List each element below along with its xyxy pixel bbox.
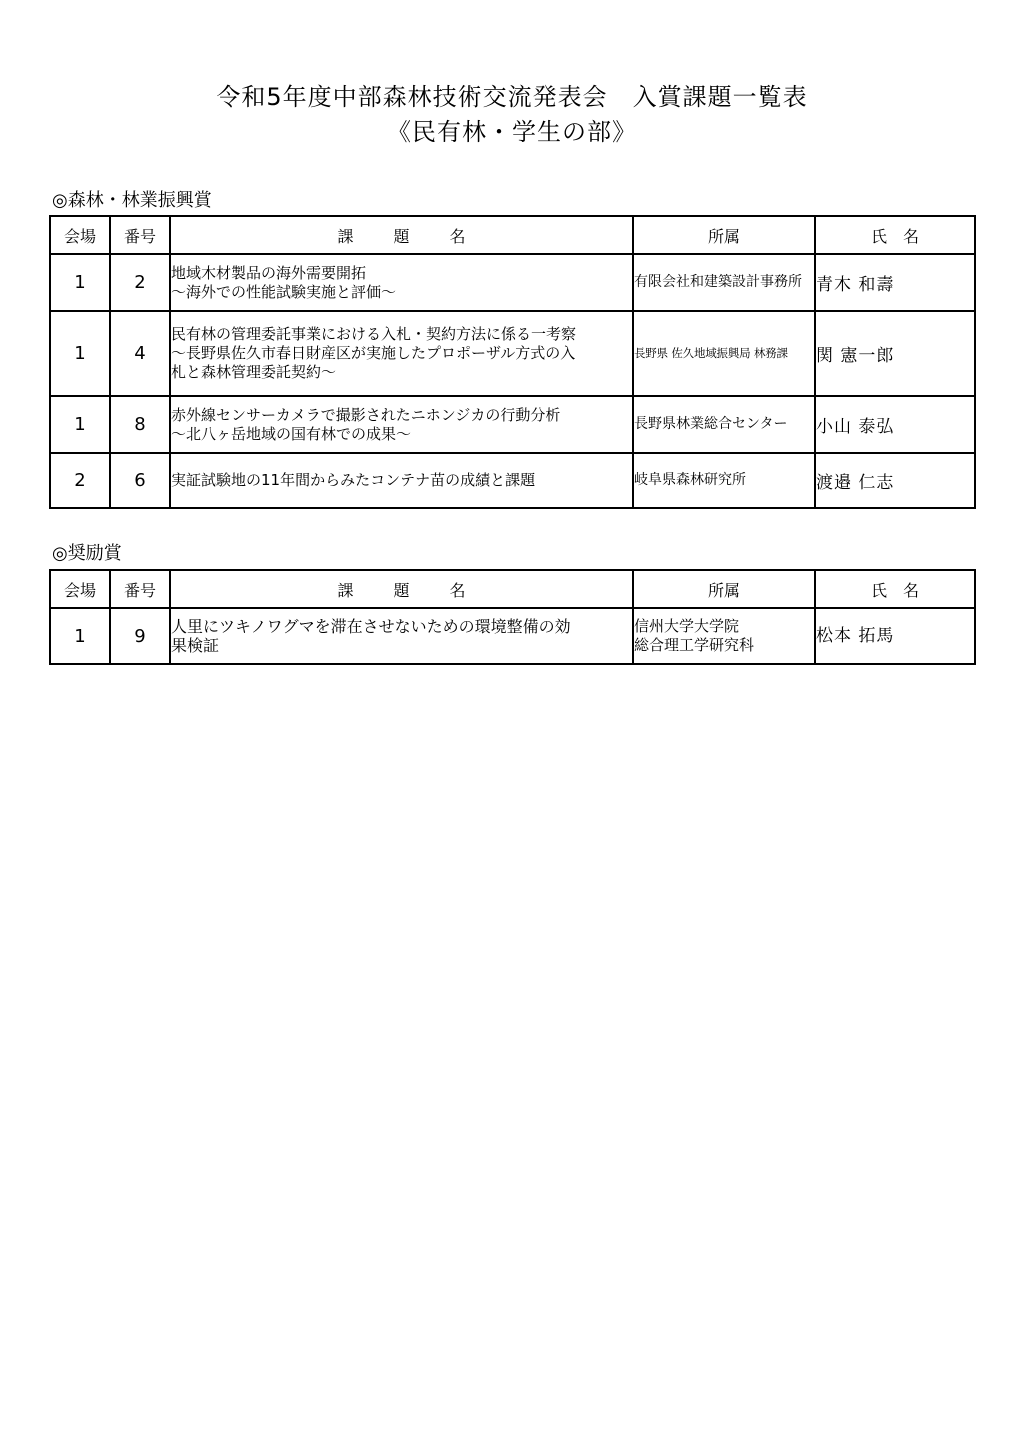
- title-line: 人里にツキノワグマを滞在させないための環境整備の効: [171, 617, 571, 636]
- venue-cell: 1: [50, 254, 110, 311]
- affiliation-cell: [633, 453, 815, 508]
- affiliation-cell: [633, 254, 815, 311]
- number-cell: 9: [110, 608, 170, 664]
- venue-cell: 2: [50, 453, 110, 508]
- affiliation-cell: [633, 608, 815, 664]
- number-cell: 4: [110, 311, 170, 396]
- number-cell: 6: [110, 453, 170, 508]
- name-cell: 渡邉 仁志: [815, 453, 975, 508]
- number-cell: 2: [110, 254, 170, 311]
- table-row: [50, 311, 975, 396]
- page-title: 令和5年度中部森林技術交流発表会 入賞課題一覧表: [216, 83, 808, 111]
- section-heading-promotion-award: ◎森林・林業振興賞: [52, 190, 212, 211]
- name-cell: 青木 和壽: [815, 254, 975, 311]
- table-row: [50, 608, 975, 664]
- affiliation-line: 信州大学大学院: [634, 617, 740, 635]
- affiliation-cell: [633, 311, 815, 396]
- affiliation-line: 総合理工学研究科: [634, 636, 755, 654]
- title-line: 実証試験地の11年間からみたコンテナ苗の成績と課題: [171, 471, 536, 489]
- table-header-row: [50, 570, 975, 608]
- title-cell: [170, 608, 633, 664]
- name-cell: 松本 拓馬: [815, 608, 975, 664]
- col-header-number: 番号: [110, 570, 170, 608]
- col-header-affiliation: 所属: [633, 570, 815, 608]
- page-subtitle: 《民有林・学生の部》: [387, 118, 637, 146]
- title-line: 地域木材製品の海外需要開拓: [171, 263, 367, 282]
- col-header-name: 氏名: [815, 216, 975, 254]
- table-row: [50, 396, 975, 453]
- section-heading-encouragement-award: ◎奨励賞: [52, 543, 122, 564]
- number-cell: 8: [110, 396, 170, 453]
- venue-cell: 1: [50, 396, 110, 453]
- col-header-number: 番号: [110, 216, 170, 254]
- title-line: 赤外線センサーカメラで撮影されたニホンジカの行動分析: [171, 405, 561, 424]
- award-table-encouragement: [49, 569, 976, 665]
- affiliation-line: 岐阜県森林研究所: [634, 472, 746, 488]
- table-header-row: [50, 216, 975, 254]
- col-header-venue: 会場: [50, 216, 110, 254]
- table-row: [50, 254, 975, 311]
- venue-cell: 1: [50, 608, 110, 664]
- title-line: ～海外での性能試験実施と評価～: [171, 282, 397, 301]
- col-header-title: 課題名: [170, 216, 633, 254]
- title-line: 民有林の管理委託事業における入札・契約方法に係る一考察: [171, 325, 577, 343]
- col-header-name: 氏名: [815, 570, 975, 608]
- venue-cell: 1: [50, 311, 110, 396]
- col-header-affiliation: 所属: [633, 216, 815, 254]
- award-table-promotion: [49, 215, 976, 509]
- title-cell: [170, 453, 633, 508]
- name-cell: 小山 泰弘: [815, 396, 975, 453]
- col-header-venue: 会場: [50, 570, 110, 608]
- title-cell: [170, 254, 633, 311]
- col-header-title: 課題名: [170, 570, 633, 608]
- title-line: ～長野県佐久市春日財産区が実施したプロポーザル方式の入: [171, 344, 576, 362]
- affiliation-line: 長野県林業総合センター: [634, 416, 788, 432]
- title-line: 果検証: [171, 636, 220, 655]
- name-cell: 関 憲一郎: [815, 311, 975, 396]
- table-row: [50, 453, 975, 508]
- title-line: 札と森林管理委託契約～: [171, 363, 337, 381]
- affiliation-line: 長野県 佐久地域振興局 林務課: [634, 346, 788, 360]
- title-cell: [170, 311, 633, 396]
- affiliation-cell: [633, 396, 815, 453]
- affiliation-line: 有限会社和建築設計事務所: [634, 274, 802, 290]
- title-cell: [170, 396, 633, 453]
- title-line: ～北八ヶ岳地域の国有林での成果～: [171, 424, 412, 443]
